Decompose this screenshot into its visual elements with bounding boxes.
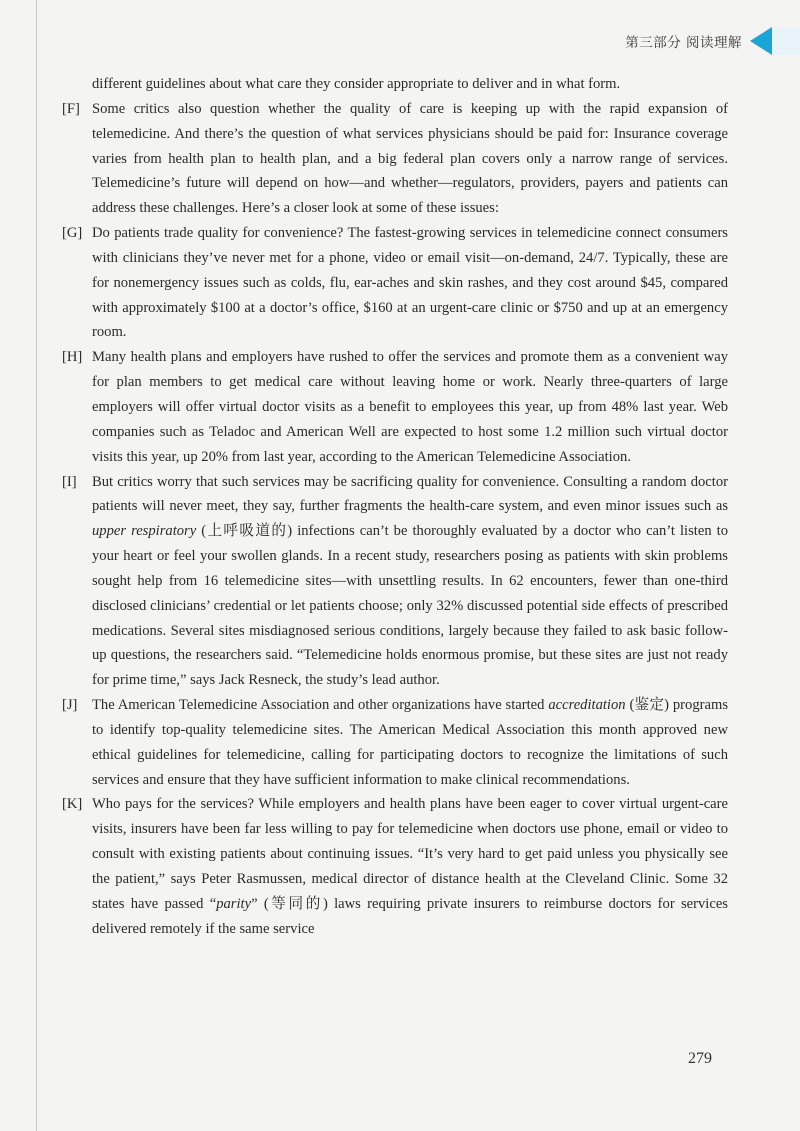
paragraph-i (62, 470, 728, 694)
paragraph-marker: [J] (62, 697, 78, 714)
paragraph-marker: [H] (62, 349, 83, 366)
article-body (62, 72, 728, 942)
italic-term: upper respiratory (92, 523, 197, 540)
paragraph-k (62, 792, 728, 941)
paragraph-marker: [I] (62, 473, 77, 490)
triangle-tab-icon (750, 27, 772, 55)
paragraph-text: ” (等同的) laws requiring private insurers to reimburse doctors for services delivered remotely if the same service (92, 895, 728, 937)
page-number: 279 (688, 1050, 712, 1067)
page-binding-edge (36, 0, 37, 1131)
paragraph-marker: [G] (62, 225, 83, 242)
italic-term: parity (216, 895, 252, 912)
section-header (625, 24, 800, 58)
paragraph-text: (鉴定) programs to identify top-quality telemedicine sites. The American Medical Association this month approved new ethical guidelines for telemedicine, calling for participating doctors to recognize the limitations of such services and ensure that they have sufficient information to make clinical recommendations. (92, 697, 729, 788)
paragraph-text: The American Telemedicine Association and other organizations have started (92, 697, 549, 714)
paragraph-text: Many health plans and employers have rushed to offer the services and promote them as a convenient way for plan members to get medical care without leaving home or work. Nearly three-quarters of large employers will offer virtual doctor visits as a benefit to employees this year, up from 48% last year. Web companies such as Teladoc and American Well are expected to host some 1.2 million such virtual doctor visits this year, up 20% from last year, according to the American Telemedicine Association. (92, 349, 728, 465)
paragraph-f (62, 97, 728, 221)
paragraph-j (62, 693, 728, 792)
paragraph-g (62, 221, 728, 345)
paragraph-text: Who pays for the services? While employers and health plans have been eager to cover virtual urgent-care visits, insurers have been far less willing to pay for telemedicine when doctors use phone, email or video to consult with existing patients about continuing issues. “It’s very hard to get paid unless you physically see the patient,” says Peter Rasmussen, medical director of distance health at the Cleveland Clinic. Some 32 states have passed “ (92, 796, 728, 912)
italic-term: accreditation (548, 697, 626, 714)
paragraph-continued (62, 72, 728, 97)
section-label: 第三部分 阅读理解 (625, 35, 742, 51)
paragraph-marker: [K] (62, 796, 83, 813)
paragraph-text: Do patients trade quality for convenience? The fastest-growing services in telemedicine connect consumers with clinicians they’ve never met for a phone, video or email visit—on-demand, 24/7. Typically, these are for nonemergency issues such as colds, flu, ear-aches and skin rashes, and they cost around $45, compared with approximately $100 at a doctor’s office, $160 at an urgent-care clinic or $750 and up at an emergency room. (92, 225, 728, 341)
paragraph-text: Some critics also question whether the quality of care is keeping up with the rapid expansion of telemedicine. And there’s the question of what services physicians should be paid for: Insurance coverage varies from health plan to health plan, and a big federal plan covers only a narrow range of services. Telemedicine’s future will depend on how—and whether—regulators, providers, payers and patients can address these challenges. Here’s a closer look at some of these issues: (92, 100, 728, 217)
paragraph-text: But critics worry that such services may be sacrificing quality for convenience. Consulting a random doctor patients will never meet, they say, further fragments the health-care system, and even minor issues such as (92, 473, 728, 515)
paragraph-marker: [F] (62, 100, 80, 117)
header-tab-tail (772, 27, 800, 55)
paragraph-text: different guidelines about what care they consider appropriate to deliver and in what form. (92, 76, 621, 92)
paragraph-h (62, 345, 728, 469)
paragraph-text: (上呼吸道的) infections can’t be thoroughly evaluated by a doctor who can’t listen to your heart or feel your swollen glands. In a recent study, researchers posing as patients with skin problems sought help from 16 telemedicine sites—with unsettling results. In 62 encounters, fewer than one-third disclosed clinicians’ credential or let patients choose; only 32% discussed potential side effects of prescribed medications. Several sites misdiagnosed serious conditions, largely because they failed to ask basic follow-up questions, the researchers said. “Telemedicine holds enormous promise, but these sites are just not ready for prime time,” says Jack Resneck, the study’s lead author. (92, 523, 728, 689)
